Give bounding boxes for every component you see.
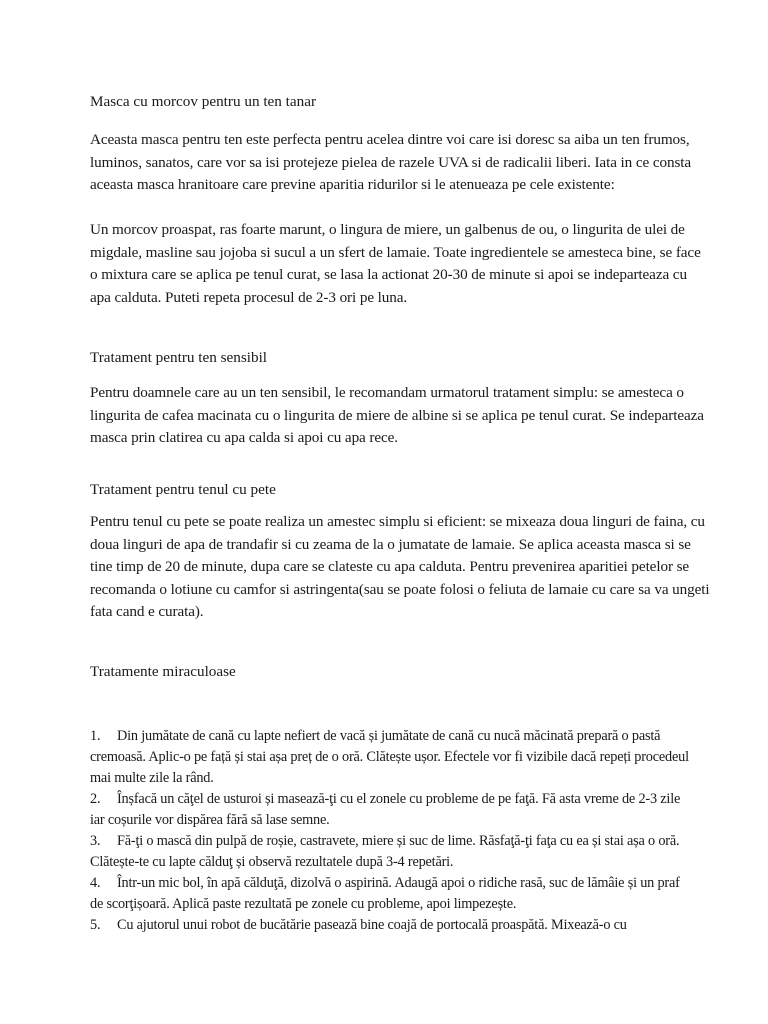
paragraph-carrot-recipe: Un morcov proaspat, ras foarte marunt, o lingura de miere, un galbenus de ou, o lingurita de ulei de migdale, masline sau jojoba si sucul a un sfert de lamaie. Toate ingredientele se amesteca bine, se face o mixtura care se aplica pe tenul curat, se lasa la actionat 20-30 de minute si apoi se indeparteaza cu apa calduta. Puteti repeta procesul de 2-3 ori pe luna. — [90, 221, 701, 306]
miraculous-treatments-list — [90, 726, 690, 936]
paragraph-sensitive-skin: Pentru doamnele care au un ten sensibil, le recomandam urmatorul tratament simplu: se amesteca o lingurita de cafea macinata cu o lingurita de miere de albine si se aplica pe tenul curat. Se indeparteaza masca prin clatirea cu apa calda si apoi cu apa rece. — [90, 384, 704, 446]
list-item-number: 1. — [90, 728, 101, 744]
list-item-text: Înșfacă un căţel de usturoi și masează-ţi cu el zonele cu probleme de pe faţă. Fă asta vreme de 2-3 zile iar coșurile vor dispărea fără să lase semne. — [90, 791, 681, 828]
section-title-carrot-mask: Masca cu morcov pentru un ten tanar — [90, 93, 317, 110]
list-item — [90, 831, 690, 873]
paragraph-spots: Pentru tenul cu pete se poate realiza un amestec simplu si eficient: se mixeaza doua linguri de faina, cu doua linguri de apa de trandafir si cu zeama de la o jumatate de lamaie. Se aplica aceasta masca si se tine timp de 20 de minute, dupa care se clateste cu apa calduta. Pentru prevenirea aparitiei petelor se recomanda o lotiune cu camfor si astringenta(sau se poate folosi o feliuta de lamaie cu care sa va ungeti fata cand e curata). — [90, 513, 710, 620]
list-item — [90, 789, 690, 831]
list-item-text: Fă-ţi o mască din pulpă de roșie, castravete, miere și suc de lime. Răsfaţă-ţi faţa cu ea și stai așa o oră. Clătește-te cu lapte călduţ și observă rezultatele după 3-4 repetări. — [90, 833, 680, 870]
list-item-number: 5. — [90, 917, 101, 933]
section-title-spots: Tratament pentru tenul cu pete — [90, 481, 276, 498]
list-item — [90, 915, 690, 936]
paragraph-carrot-intro: Aceasta masca pentru ten este perfecta pentru acelea dintre voi care isi doresc sa aiba un ten frumos, luminos, sanatos, care vor sa isi protejeze pielea de razele UVA si de radicalii liberi. Iata in ce consta aceasta masca hranitoare care previne aparitia ridurilor si le atenueaza pe cele existente: — [90, 131, 692, 193]
list-item-number: 4. — [90, 875, 101, 891]
list-item-number: 2. — [90, 791, 101, 807]
list-item-text: Din jumătate de cană cu lapte nefiert de vacă și jumătate de cană cu nucă măcinată prepară o pastă cremoasă. Aplic-o pe față și stai așa preț de o oră. Clătește ușor. Efectele vor fi vizibile dacă repeți procedeul mai multe zile la rând. — [90, 728, 689, 786]
list-item-number: 3. — [90, 833, 101, 849]
list-item-text: Cu ajutorul unui robot de bucătărie pasează bine coajă de portocală proaspătă. Mixează-o cu — [117, 917, 627, 933]
section-title-miraculous: Tratamente miraculoase — [90, 663, 236, 680]
list-item-text: Într-un mic bol, în apă călduţă, dizolvă o aspirină. Adaugă apoi o ridiche rasă, suc de lămâie și un praf de scorţișoară. Aplică paste rezultată pe zonele cu probleme, apoi limpezește. — [90, 875, 680, 912]
section-title-sensitive-skin: Tratament pentru ten sensibil — [90, 349, 268, 366]
list-item — [90, 726, 690, 789]
list-item — [90, 873, 690, 915]
